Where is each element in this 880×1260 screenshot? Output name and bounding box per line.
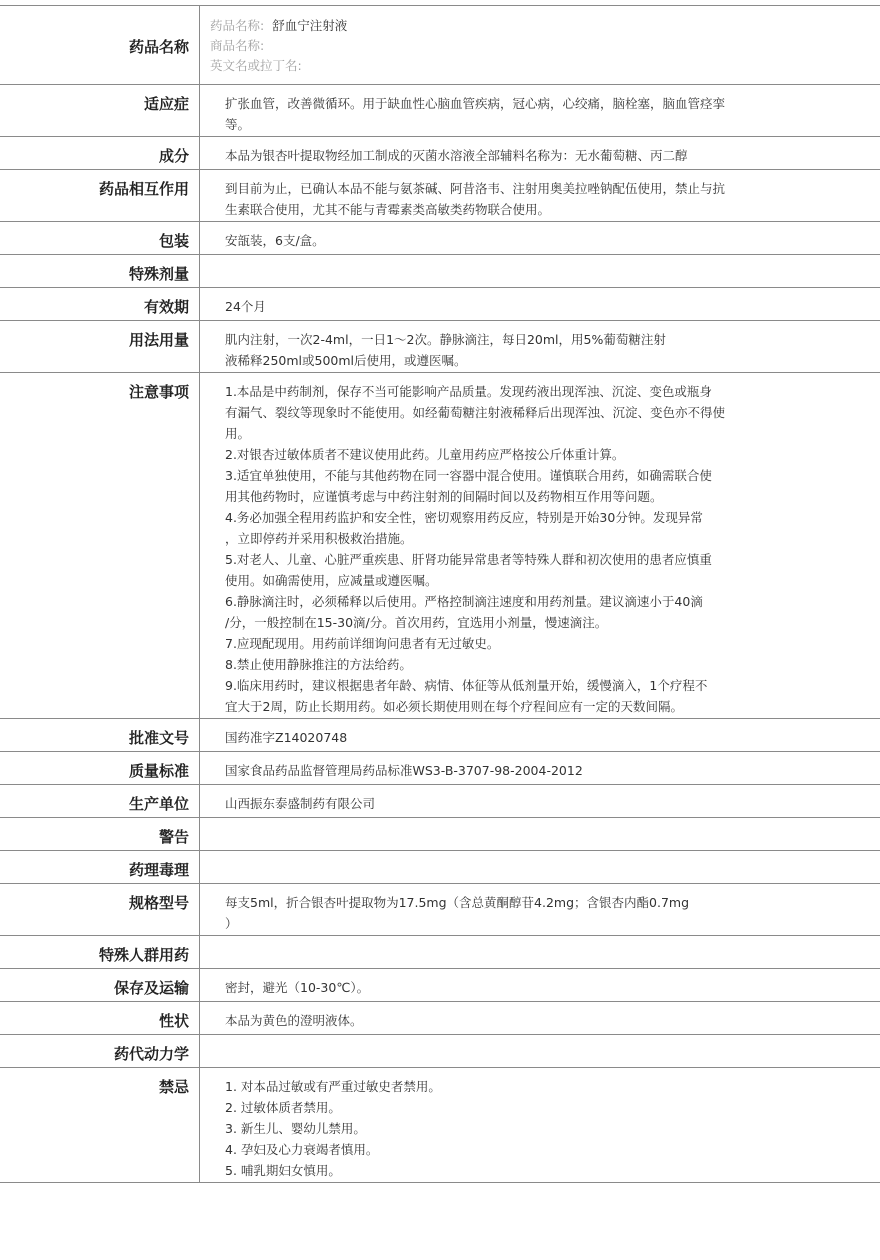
table-row: [0, 851, 880, 884]
value-line: 9.临床用药时，建议根据患者年龄、病情、体征等从低剂量开始，缓慢滴入，1个疗程不: [225, 678, 708, 693]
value-line: 2.对银杏过敏体质者不建议使用此药。儿童用药应严格按公斤体重计算。: [225, 447, 625, 462]
table-row: [0, 255, 880, 288]
value-line: 4. 孕妇及心力衰竭者慎用。: [225, 1142, 379, 1157]
row-label: 成分: [0, 137, 200, 169]
row-label: 生产单位: [0, 785, 200, 817]
row-label: 性状: [0, 1002, 200, 1034]
row-value: [200, 884, 880, 935]
value-line: 用其他药物时，应谨慎考虑与中药注射剂的间隔时间以及药物相互作用等问题。: [225, 489, 663, 504]
value-line: 到目前为止，已确认本品不能与氨茶碱、阿昔洛韦、注射用奥美拉唑钠配伍使用，禁止与抗: [225, 181, 726, 196]
value-line: ，立即停药并采用积极救治措施。: [225, 531, 413, 546]
value-line: 8.禁止使用静脉推注的方法给药。: [225, 657, 412, 672]
row-label: 禁忌: [0, 1068, 200, 1182]
row-label: 注意事项: [0, 373, 200, 718]
table-row: [0, 373, 880, 719]
value-line: 本品为黄色的澄明液体。: [225, 1013, 363, 1028]
drug-info-table: [0, 5, 880, 1183]
row-label: 药品相互作用: [0, 170, 200, 221]
value-line: 安瓿装，6支/盒。: [225, 233, 325, 248]
value-line: 使用。如确需使用，应减量或遵医嘱。: [225, 573, 438, 588]
generic-name-label: 药品名称:: [210, 18, 265, 33]
value-line: 2. 过敏体质者禁用。: [225, 1100, 341, 1115]
value-line: 3. 新生儿、婴幼儿禁用。: [225, 1121, 366, 1136]
row-label: 适应症: [0, 85, 200, 136]
value-line: 国药准字Z14020748: [225, 730, 348, 745]
value-line: 肌内注射，一次2-4ml，一日1～2次。静脉滴注，每日20ml，用5%葡萄糖注射: [225, 332, 666, 347]
row-value: [200, 752, 880, 784]
name-info-block: [200, 6, 880, 84]
table-row: [0, 1068, 880, 1183]
row-value: [200, 936, 880, 968]
row-label: 包装: [0, 222, 200, 254]
value-line: 山西振东泰盛制药有限公司: [225, 796, 376, 811]
value-line: 每支5ml，折合银杏叶提取物为17.5mg（含总黄酮醇苷4.2mg；含银杏内酯0.7mg: [225, 895, 690, 910]
table-row: [0, 936, 880, 969]
row-value: [200, 288, 880, 320]
row-value: [200, 137, 880, 169]
value-line: 5.对老人、儿童、心脏严重疾患、肝肾功能异常患者等特殊人群和初次使用的患者应慎重: [225, 552, 712, 567]
row-value: [200, 818, 880, 850]
row-label: 批准文号: [0, 719, 200, 751]
row-label: 特殊人群用药: [0, 936, 200, 968]
table-row: [0, 222, 880, 255]
row-label: 药代动力学: [0, 1035, 200, 1067]
value-line: 宜大于2周，防止长期用药。如必须长期使用则在每个疗程间应有一定的天数间隔。: [225, 699, 683, 714]
english-name-label: 英文名或拉丁名:: [210, 58, 302, 73]
value-line: 4.务必加强全程用药监护和安全性，密切观察用药反应，特别是开始30分钟。发现异常: [225, 510, 703, 525]
value-line: 有漏气、裂纹等现象时不能使用。如经葡萄糖注射液稀释后出现浑浊、沉淀、变色亦不得使: [225, 405, 726, 420]
row-label: 保存及运输: [0, 969, 200, 1001]
table-row: [0, 85, 880, 137]
table-row: [0, 818, 880, 851]
table-row: [0, 170, 880, 222]
generic-name-value: 舒血宁注射液: [272, 18, 348, 33]
row-value: [200, 170, 880, 221]
row-value: [200, 85, 880, 136]
value-line: 用。: [225, 426, 251, 441]
row-label: 用法用量: [0, 321, 200, 372]
table-row: [0, 321, 880, 373]
trade-name-label: 商品名称:: [210, 38, 265, 53]
value-line: 24个月: [225, 299, 266, 314]
row-label: 警告: [0, 818, 200, 850]
row-value: [200, 785, 880, 817]
table-row: [0, 1002, 880, 1035]
value-line: 扩张血管，改善微循环。用于缺血性心脑血管疾病，冠心病，心绞痛，脑栓塞，脑血管痉挛: [225, 96, 726, 111]
value-line: 5. 哺乳期妇女慎用。: [225, 1163, 341, 1178]
value-line: 本品为银杏叶提取物经加工制成的灭菌水溶液全部辅料名称为：无水葡萄糖、丙二醇: [225, 148, 688, 163]
row-value: [200, 321, 880, 372]
value-line: 液稀释250ml或500ml后使用，或遵医嘱。: [225, 353, 467, 368]
value-line: 生素联合使用，尤其不能与青霉素类高敏类药物联合使用。: [225, 202, 551, 217]
value-line: 密封，避光（10-30℃）。: [225, 980, 370, 995]
row-value: [200, 222, 880, 254]
value-line: 1.本品是中药制剂，保存不当可能影响产品质量。发现药液出现浑浊、沉淀、变色或瓶身: [225, 384, 712, 399]
row-value: [200, 719, 880, 751]
row-label: 特殊剂量: [0, 255, 200, 287]
row-label: 规格型号: [0, 884, 200, 935]
row-label: 质量标准: [0, 752, 200, 784]
table-row: [0, 1035, 880, 1068]
table-row: [0, 719, 880, 752]
row-label: 药理毒理: [0, 851, 200, 883]
value-line: 6.静脉滴注时，必须稀释以后使用。严格控制滴注速度和用药剂量。建议滴速小于40滴: [225, 594, 703, 609]
table-row: [0, 288, 880, 321]
row-value: [200, 373, 880, 718]
row-label: 有效期: [0, 288, 200, 320]
value-line: 等。: [225, 117, 251, 132]
row-value: [200, 851, 880, 883]
table-row: [0, 884, 880, 936]
row-value: [200, 1002, 880, 1034]
row-value: [200, 1068, 880, 1182]
value-line: 1. 对本品过敏或有严重过敏史者禁用。: [225, 1079, 441, 1094]
row-value: [200, 255, 880, 287]
value-line: 国家食品药品监督管理局药品标准WS3-B-3707-98-2004-2012: [225, 763, 583, 778]
table-row: [0, 752, 880, 785]
value-line: ）: [225, 916, 238, 931]
row-drug-name: [0, 6, 880, 85]
table-row: [0, 137, 880, 170]
row-value: [200, 1035, 880, 1067]
table-row: [0, 785, 880, 818]
row-value: [200, 969, 880, 1001]
value-line: 7.应现配现用。用药前详细询问患者有无过敏史。: [225, 636, 500, 651]
value-line: 3.适宜单独使用，不能与其他药物在同一容器中混合使用。谨慎联合用药，如确需联合使: [225, 468, 712, 483]
value-line: /分，一般控制在15-30滴/分。首次用药，宜选用小剂量，慢速滴注。: [225, 615, 608, 630]
row-label: 药品名称: [0, 6, 200, 84]
table-row: [0, 969, 880, 1002]
